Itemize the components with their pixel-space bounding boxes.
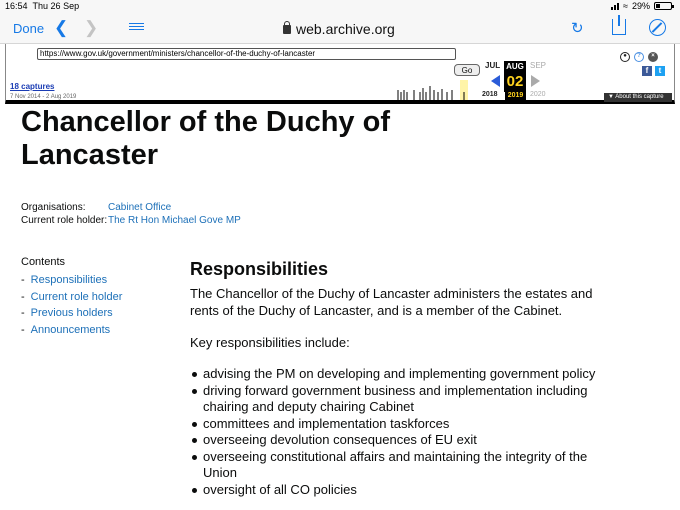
meta-key: Current role holder: bbox=[21, 215, 108, 226]
status-indicators bbox=[611, 1, 672, 11]
role-holder-link[interactable]: The Rt Hon Michael Gove MP bbox=[108, 215, 241, 226]
reload-icon[interactable]: ↻ bbox=[571, 20, 584, 37]
captures-link[interactable]: 18 captures bbox=[10, 82, 55, 91]
prev-capture-arrow[interactable] bbox=[491, 75, 500, 87]
page-title: Chancellor of the Duchy of Lancaster bbox=[21, 106, 390, 171]
status-time: 16:54 Thu 26 Sep bbox=[5, 1, 80, 11]
browser-toolbar bbox=[0, 14, 680, 44]
address-text: web.archive.org bbox=[296, 21, 395, 37]
done-button[interactable]: Done bbox=[13, 21, 45, 36]
month-next: SEP bbox=[530, 61, 547, 70]
contents-item-announcements[interactable]: - Announcements bbox=[21, 323, 111, 336]
capture-sparkline[interactable] bbox=[390, 80, 478, 100]
contents-item-previous-holders[interactable]: - Previous holders bbox=[21, 307, 113, 319]
year-prev[interactable]: 2018 bbox=[482, 91, 498, 98]
key-responsibilities-list bbox=[190, 366, 610, 498]
compass-icon[interactable] bbox=[649, 19, 666, 36]
capture-day: 02 bbox=[504, 72, 526, 92]
close-icon[interactable]: × bbox=[648, 52, 658, 62]
meta-key: Organisations: bbox=[21, 202, 86, 213]
year-current: 2019 bbox=[505, 91, 526, 101]
signal-icon bbox=[611, 2, 619, 10]
contents-item-responsibilities[interactable]: - Responsibilities bbox=[21, 274, 108, 286]
meta-row-role-holder bbox=[21, 214, 241, 227]
status-bar bbox=[0, 0, 680, 14]
responsibilities-heading: Responsibilities bbox=[190, 259, 329, 279]
wifi-icon: ≈ bbox=[623, 1, 628, 11]
social-icons bbox=[642, 66, 665, 76]
about-capture-button[interactable]: ▼ About this capture bbox=[604, 93, 672, 102]
address-bar[interactable] bbox=[283, 21, 395, 37]
help-icon[interactable]: ? bbox=[634, 52, 644, 62]
list-item: committees and implementation taskforces bbox=[190, 416, 610, 433]
contents-item-current-role-holder[interactable]: - Current role holder bbox=[21, 290, 123, 303]
reader-icon[interactable] bbox=[129, 23, 144, 34]
lock-icon bbox=[283, 25, 291, 34]
facebook-icon[interactable]: f bbox=[642, 66, 652, 76]
wayback-url-input[interactable]: https://www.gov.uk/government/ministers/chancellor-of-the-duchy-of-lancaster bbox=[37, 48, 456, 60]
battery-icon bbox=[654, 2, 672, 10]
twitter-icon[interactable]: t bbox=[655, 66, 665, 76]
forward-button[interactable]: ❯ bbox=[84, 18, 99, 37]
list-item: oversight of all CO policies bbox=[190, 482, 610, 499]
meta-row-organisations bbox=[21, 201, 241, 214]
user-icon[interactable]: ● bbox=[620, 52, 630, 62]
list-item: advising the PM on developing and implementing government policy bbox=[190, 366, 610, 383]
month-current: AUG bbox=[504, 61, 526, 72]
share-icon[interactable] bbox=[612, 19, 626, 35]
wayback-icon-group bbox=[620, 52, 658, 62]
key-responsibilities-intro: Key responsibilities include: bbox=[190, 335, 350, 350]
battery-percent: 29% bbox=[631, 1, 650, 11]
organisation-link[interactable]: Cabinet Office bbox=[108, 202, 172, 213]
back-button[interactable]: ❮ bbox=[54, 18, 69, 37]
status-date: Thu 26 Sep bbox=[32, 1, 80, 11]
go-button[interactable]: Go bbox=[454, 64, 480, 76]
contents-heading: Contents bbox=[21, 256, 66, 268]
metadata bbox=[21, 201, 241, 227]
responsibilities-text: The Chancellor of the Duchy of Lancaster administers the estates and rents of the Duchy of Lancaster, and is a member of the Cabinet. bbox=[190, 286, 593, 318]
contents-nav bbox=[21, 256, 122, 340]
year-next: 2020 bbox=[530, 91, 546, 98]
month-prev[interactable]: JUL bbox=[485, 61, 501, 70]
capture-date-range: 7 Nov 2014 - 2 Aug 2019 bbox=[10, 94, 77, 100]
wayback-toolbar bbox=[5, 44, 675, 104]
list-item: driving forward government business and implementation including chairing and deputy chairing Cabinet bbox=[190, 383, 610, 416]
list-item: overseeing constitutional affairs and maintaining the integrity of the Union bbox=[190, 449, 610, 482]
next-capture-arrow[interactable] bbox=[531, 75, 540, 87]
responsibilities-section bbox=[190, 258, 610, 498]
list-item: overseeing devolution consequences of EU exit bbox=[190, 432, 610, 449]
